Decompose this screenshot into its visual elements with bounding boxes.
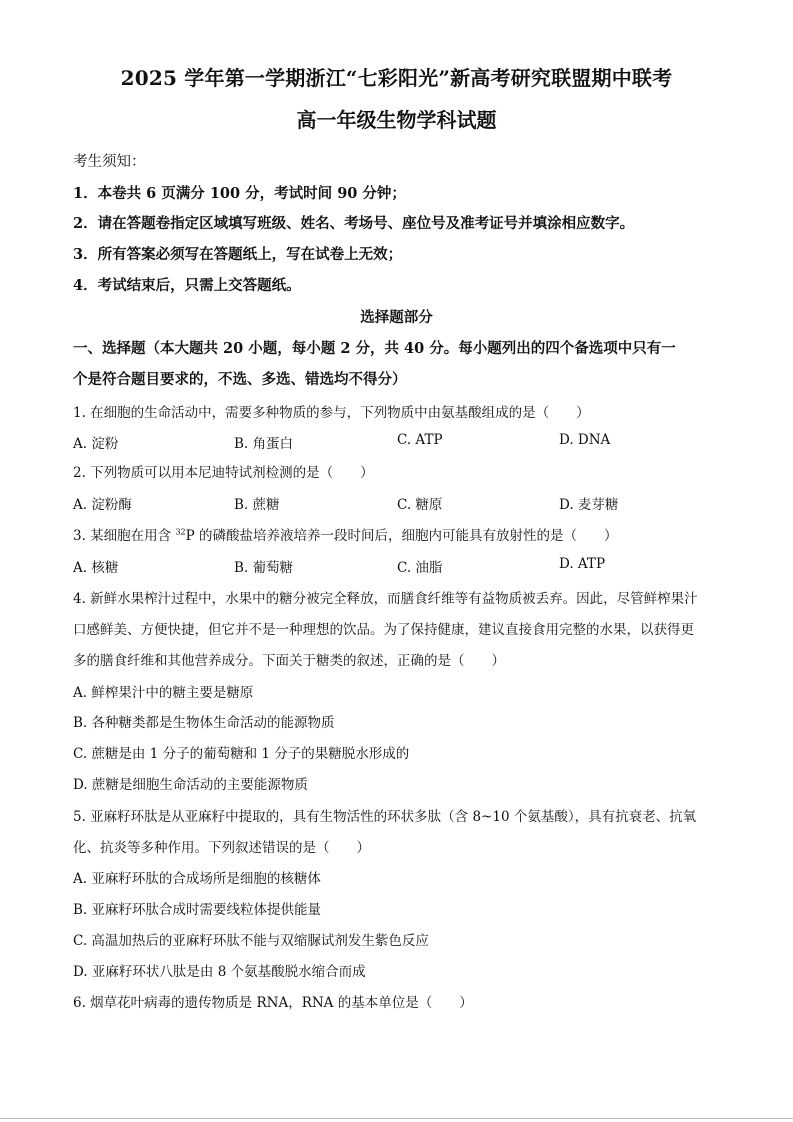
exam-title: 2025 学年第一学期浙江“七彩阳光”新高考研究联盟期中联考: [120, 66, 673, 90]
question-4-option-a: A. 鲜榨果汁中的糖主要是糖原: [73, 685, 254, 701]
notice-item-number: 1．: [73, 185, 98, 202]
question-3-option-c: C. 油脂: [397, 560, 443, 576]
isotope-superscript: 32: [175, 527, 186, 537]
notice-item: [73, 212, 634, 233]
notice-item-number: 4．: [73, 277, 98, 294]
question-5-option-a: A. 亚麻籽环肽的合成场所是细胞的核糖体: [73, 871, 321, 887]
notice-item-text: 考试结束后，只需上交答题纸。: [97, 277, 301, 294]
question-3-option-d: D. ATP: [559, 556, 606, 572]
notice-item-text: 请在答题卷指定区域填写班级、姓名、考场号、座位号及准考证号并填涂相应数字。: [97, 215, 635, 232]
question-3-stem-end: P 的磷酸盐培养液培养一段时间后，细胞内可能具有放射性的是（ ）: [185, 528, 618, 544]
question-4-stem-line: 多的膳食纤维和其他营养成分。下面关于糖类的叙述，正确的是（ ）: [73, 653, 505, 669]
question-2-stem: 2. 下列物质可以用本尼迪特试剂检测的是（ ）: [73, 465, 374, 481]
section-title: 选择题部分: [360, 309, 433, 326]
question-5-stem-line: 5. 亚麻籽环肽是从亚麻籽中提取的，具有生物活性的环状多肽（含 8~10 个氨基酸），具有抗衰老、抗氧: [73, 809, 697, 825]
notice-item-number: 3．: [73, 246, 98, 263]
question-3-option-b: B. 葡萄糖: [234, 560, 294, 576]
notice-item-text: 本卷共 6 页满分 100 分，考试时间 90 分钟；: [97, 185, 406, 202]
question-5-option-c: C. 高温加热后的亚麻籽环肽不能与双缩脲试剂发生紫色反应: [73, 933, 429, 949]
question-3-stem-start: 3. 某细胞在用含: [73, 528, 176, 544]
section-instructions-line: 一、选择题（本大题共 20 小题，每小题 2 分，共 40 分。每小题列出的四个备选项中只有一: [73, 340, 676, 357]
question-3-stem: [73, 524, 618, 544]
question-1-option-a: A. 淀粉: [73, 436, 119, 452]
notice-item: [73, 243, 402, 264]
question-2-option-a: A. 淀粉酶: [73, 497, 132, 513]
notice-item-number: 2．: [73, 215, 98, 232]
section-instructions-line: 个是符合题目要求的，不选、多选、错选均不得分）: [73, 371, 407, 388]
question-2-option-b: B. 蔗糖: [234, 497, 280, 513]
question-2-option-c: C. 糖原: [397, 497, 443, 513]
question-1-option-d: D. DNA: [559, 432, 611, 448]
question-4-stem-line: 4. 新鲜水果榨汁过程中，水果中的糖分被完全释放，而膳食纤维等有益物质被丢弃。因此，尽管鲜榨果汁: [73, 591, 698, 607]
question-5-option-d: D. 亚麻籽环状八肽是由 8 个氨基酸脱水缩合而成: [73, 964, 366, 980]
question-5-stem-line: 化、抗炎等多种作用。下列叙述错误的是（ ）: [73, 840, 370, 856]
question-4-option-c: C. 蔗糖是由 1 分子的葡萄糖和 1 分子的果糖脱水形成的: [73, 746, 410, 762]
notice-item: [73, 274, 301, 295]
question-1-option-b: B. 角蛋白: [234, 436, 294, 452]
notice-item: [73, 182, 406, 203]
question-4-option-b: B. 各种糖类都是生物体生命活动的能源物质: [73, 715, 335, 731]
page-bottom-rule: [0, 1118, 793, 1119]
question-4-stem-line: 口感鲜美、方便快捷，但它并不是一种理想的饮品。为了保持健康，建议直接食用完整的水果，以获得更: [73, 622, 694, 638]
question-5-option-b: B. 亚麻籽环肽合成时需要线粒体提供能量: [73, 902, 322, 918]
notice-item-text: 所有答案必须写在答题纸上，写在试卷上无效；: [97, 246, 403, 263]
question-4-option-d: D. 蔗糖是细胞生命活动的主要能源物质: [73, 777, 308, 793]
question-3-option-a: A. 核糖: [73, 560, 119, 576]
question-6-stem: 6. 烟草花叶病毒的遗传物质是 RNA，RNA 的基本单位是（ ）: [73, 995, 473, 1011]
exam-subtitle: 高一年级生物学科试题: [296, 108, 497, 132]
question-2-option-d: D. 麦芽糖: [559, 497, 619, 513]
question-1-option-c: C. ATP: [397, 432, 443, 448]
notice-heading: 考生须知：: [73, 154, 146, 170]
question-1-stem: 1. 在细胞的生命活动中，需要多种物质的参与，下列物质中由氨基酸组成的是（ ）: [73, 405, 590, 421]
